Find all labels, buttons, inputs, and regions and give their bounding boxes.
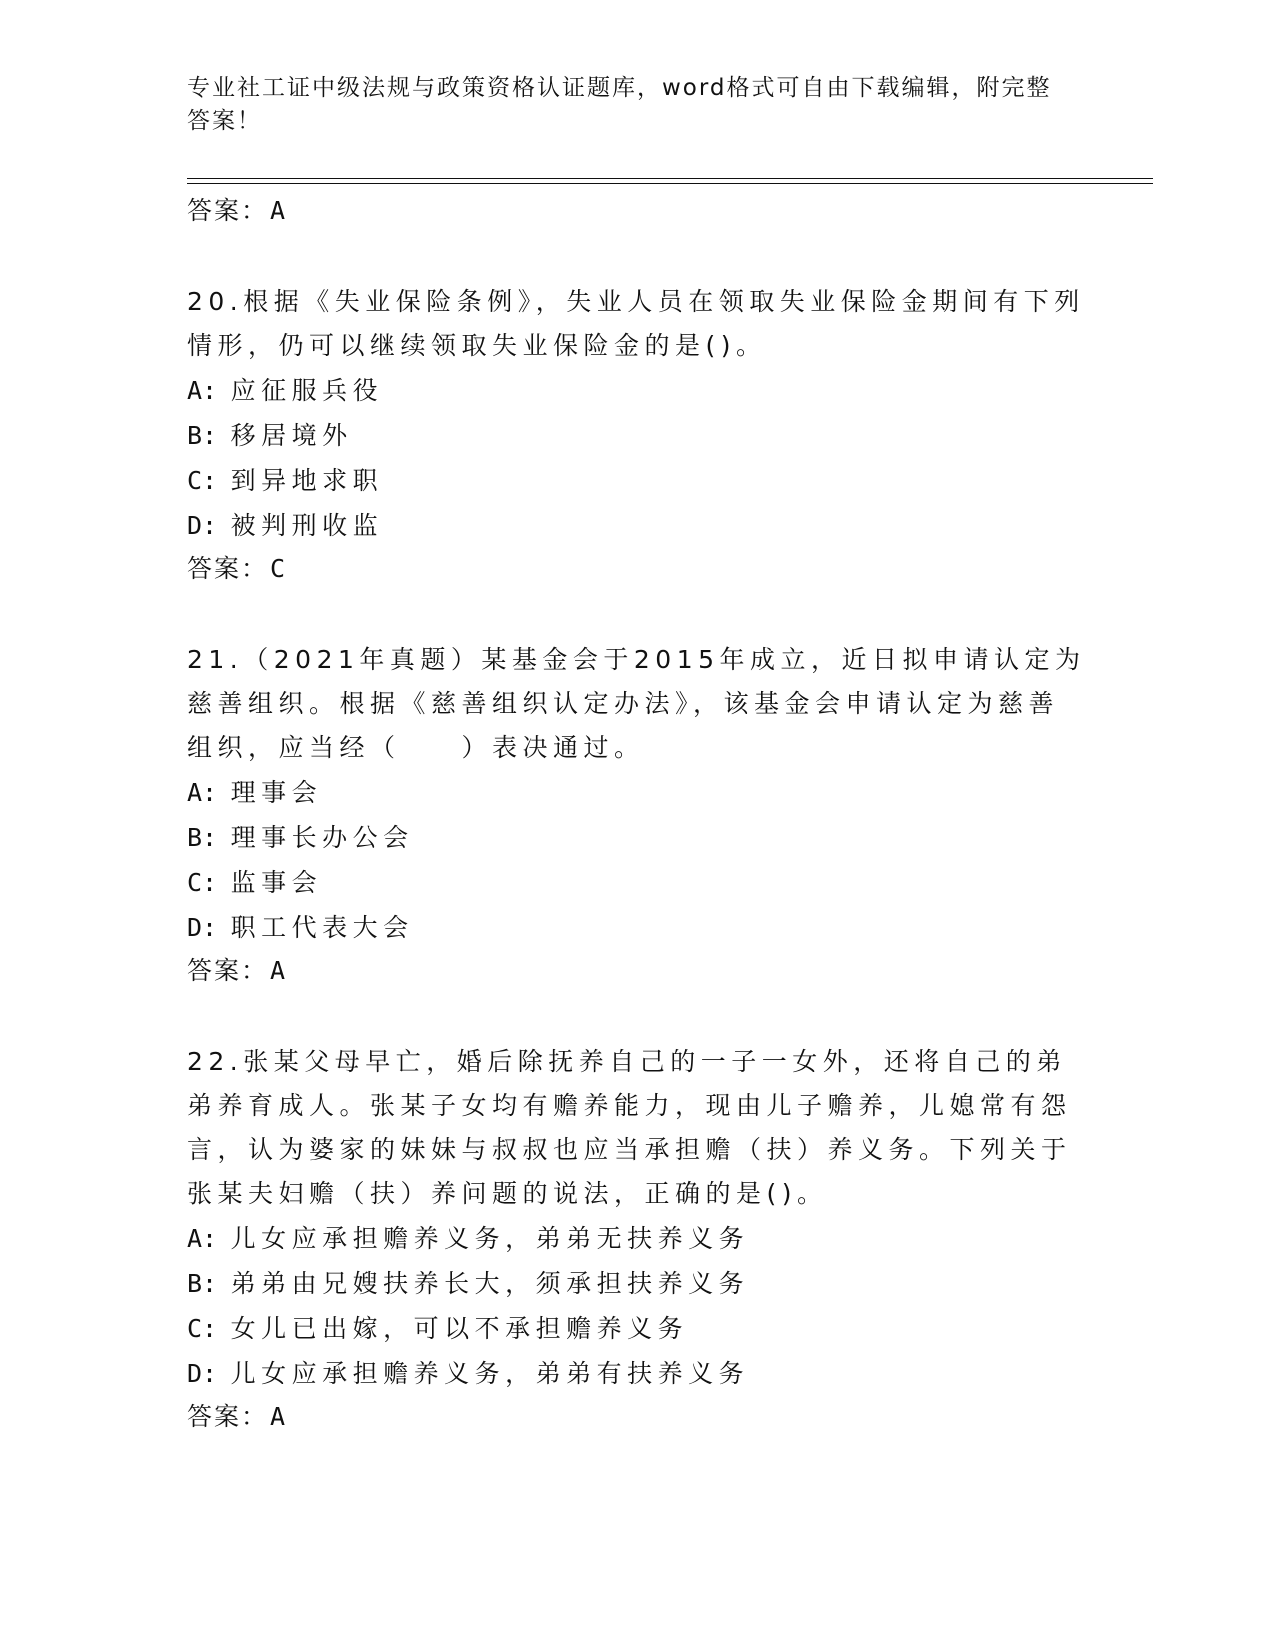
document-header xyxy=(187,72,1067,138)
option-text: 理事会 xyxy=(230,778,323,807)
answer-label: 答案： xyxy=(187,196,269,225)
option-d xyxy=(187,503,1087,548)
option-text: 移居境外 xyxy=(230,421,353,450)
option-a xyxy=(187,1216,1087,1261)
option-text: 弟弟由兄嫂扶养长大，须承担扶养义务 xyxy=(230,1269,750,1298)
answer-line xyxy=(187,954,1087,988)
option-b xyxy=(187,1261,1087,1306)
option-text: 女儿已出嫁，可以不承担赡养义务 xyxy=(230,1314,689,1343)
option-key: A: xyxy=(187,778,218,807)
option-text: 职工代表大会 xyxy=(230,913,414,942)
option-c xyxy=(187,860,1087,905)
answer-label: 答案： xyxy=(187,1402,269,1431)
option-key: C: xyxy=(187,868,218,897)
option-key: B: xyxy=(187,421,218,450)
option-b xyxy=(187,413,1087,458)
question-21 xyxy=(187,638,1087,988)
answer-line xyxy=(187,552,1087,586)
spacer xyxy=(187,988,1087,1040)
option-b xyxy=(187,815,1087,860)
option-d xyxy=(187,1351,1087,1396)
answer-value: A xyxy=(270,956,286,985)
option-text: 被判刑收监 xyxy=(230,511,384,540)
option-key: C: xyxy=(187,1314,218,1343)
header-divider-bottom xyxy=(187,183,1153,184)
document-body xyxy=(187,190,1087,1434)
question-text: 20.根据《失业保险条例》，失业人员在领取失业保险金期间有下列情形，仍可以继续领取失业保险金的是()。 xyxy=(187,287,1085,360)
answer-line xyxy=(187,1400,1087,1434)
option-text: 儿女应承担赡养义务，弟弟无扶养义务 xyxy=(230,1224,750,1253)
option-key: B: xyxy=(187,823,218,852)
answer-value: C xyxy=(270,554,286,583)
spacer xyxy=(187,586,1087,638)
answer-line xyxy=(187,194,1087,228)
option-text: 应征服兵役 xyxy=(230,376,384,405)
option-c xyxy=(187,1306,1087,1351)
option-key: D: xyxy=(187,1359,218,1388)
question-text: 21.（2021年真题）某基金会于2015年成立，近日拟申请认定为慈善组织。根据《慈善组织认定办法》，该基金会申请认定为慈善组织，应当经（ ）表决通过。 xyxy=(187,645,1086,762)
question-20 xyxy=(187,280,1087,586)
spacer xyxy=(187,228,1087,280)
option-key: C: xyxy=(187,466,218,495)
question-text: 22.张某父母早亡，婚后除抚养自己的一子一女外，还将自己的弟弟养育成人。张某子女均有赡养能力，现由儿子赡养，儿媳常有怨言，认为婆家的妹妹与叔叔也应当承担赡（扶）养义务。下列关于张某夫妇赡（扶）养问题的说法，正确的是()。 xyxy=(187,1047,1072,1208)
option-c xyxy=(187,458,1087,503)
option-key: B: xyxy=(187,1269,218,1298)
option-text: 儿女应承担赡养义务，弟弟有扶养义务 xyxy=(230,1359,750,1388)
answer-label: 答案： xyxy=(187,956,269,985)
option-key: A: xyxy=(187,376,218,405)
answer-label: 答案： xyxy=(187,554,269,583)
answer-value: A xyxy=(270,196,286,225)
option-text: 理事长办公会 xyxy=(230,823,414,852)
option-a xyxy=(187,368,1087,413)
option-text: 监事会 xyxy=(230,868,323,897)
option-d xyxy=(187,905,1087,950)
header-text: 专业社工证中级法规与政策资格认证题库，word格式可自由下载编辑，附完整答案！ xyxy=(187,75,1052,134)
header-divider-top xyxy=(187,178,1153,179)
question-22 xyxy=(187,1040,1087,1434)
option-key: D: xyxy=(187,511,218,540)
option-text: 到异地求职 xyxy=(230,466,384,495)
answer-value: A xyxy=(270,1402,286,1431)
option-a xyxy=(187,770,1087,815)
option-key: A: xyxy=(187,1224,218,1253)
option-key: D: xyxy=(187,913,218,942)
